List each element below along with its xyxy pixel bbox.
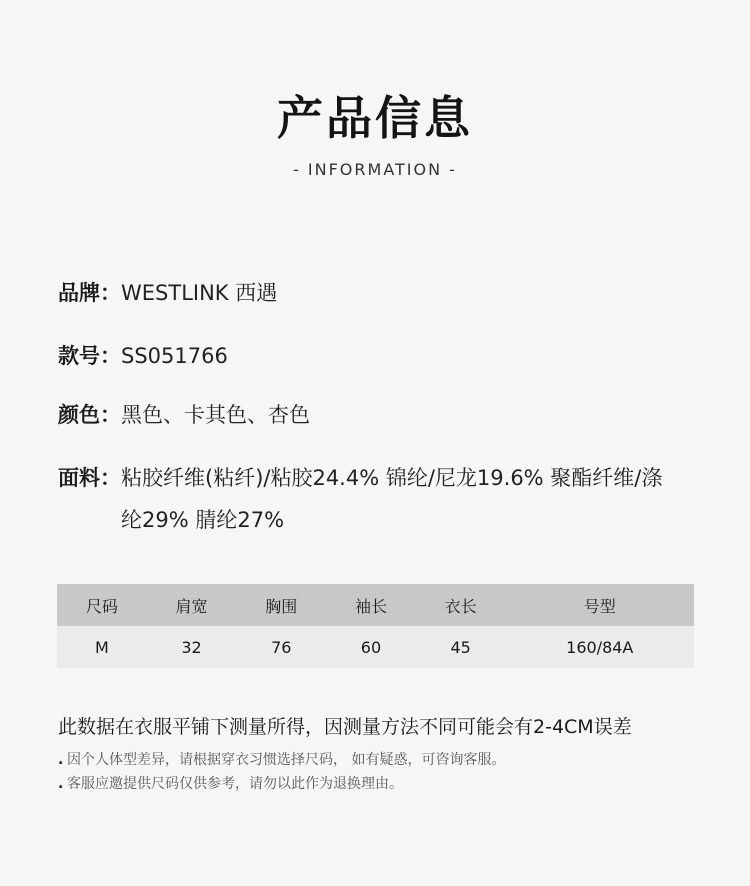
page-title: 产品信息	[277, 91, 473, 145]
note-item	[58, 750, 505, 770]
length-cell: 45	[416, 626, 506, 668]
size-header-sleeve: 袖长	[326, 584, 416, 626]
measurement-note: 此数据在衣服平铺下测量所得，因测量方法不同可能会有2-4CM误差	[58, 716, 632, 738]
page-subtitle: - INFORMATION -	[293, 160, 457, 179]
size-cell: M	[57, 626, 147, 668]
size-table	[57, 584, 694, 668]
fit-cell: 160/84A	[506, 626, 694, 668]
color-label: 颜色：	[58, 403, 121, 427]
sleeve-cell: 60	[326, 626, 416, 668]
size-header-shoulder: 肩宽	[147, 584, 237, 626]
size-table-header-row	[57, 584, 694, 626]
fabric-label: 面料：	[58, 466, 121, 490]
brand-label: 品牌：	[58, 281, 121, 305]
size-header-length: 衣长	[416, 584, 506, 626]
chest-cell: 76	[236, 626, 326, 668]
brand-value: WESTLINK 西遇	[121, 281, 278, 305]
style-number-label: 款号：	[58, 344, 121, 368]
note-item-text: 客服应邀提供尺码仅供参考，请勿以此作为退换理由。	[67, 776, 403, 792]
size-header-chest: 胸围	[236, 584, 326, 626]
size-header-size: 尺码	[57, 584, 147, 626]
fabric-row	[58, 457, 669, 541]
bullet-dot: .	[58, 752, 64, 768]
size-header-fit: 号型	[506, 584, 694, 626]
bullet-dot: .	[58, 776, 64, 792]
note-item	[58, 774, 403, 794]
style-number-row	[58, 335, 669, 377]
brand-row	[58, 272, 669, 314]
fabric-value: 粘胶纤维(粘纤)/粘胶24.4% 锦纶/尼龙19.6% 聚酯纤维/涤纶29% 腈纶27%	[121, 466, 663, 532]
color-row	[58, 394, 669, 436]
note-item-text: 因个人体型差异，请根据穿衣习惯选择尺码， 如有疑惑，可咨询客服。	[67, 752, 506, 768]
color-value: 黑色、卡其色、杏色	[121, 403, 310, 427]
style-number-value: SS051766	[121, 344, 228, 368]
table-row	[57, 626, 694, 668]
shoulder-cell: 32	[147, 626, 237, 668]
